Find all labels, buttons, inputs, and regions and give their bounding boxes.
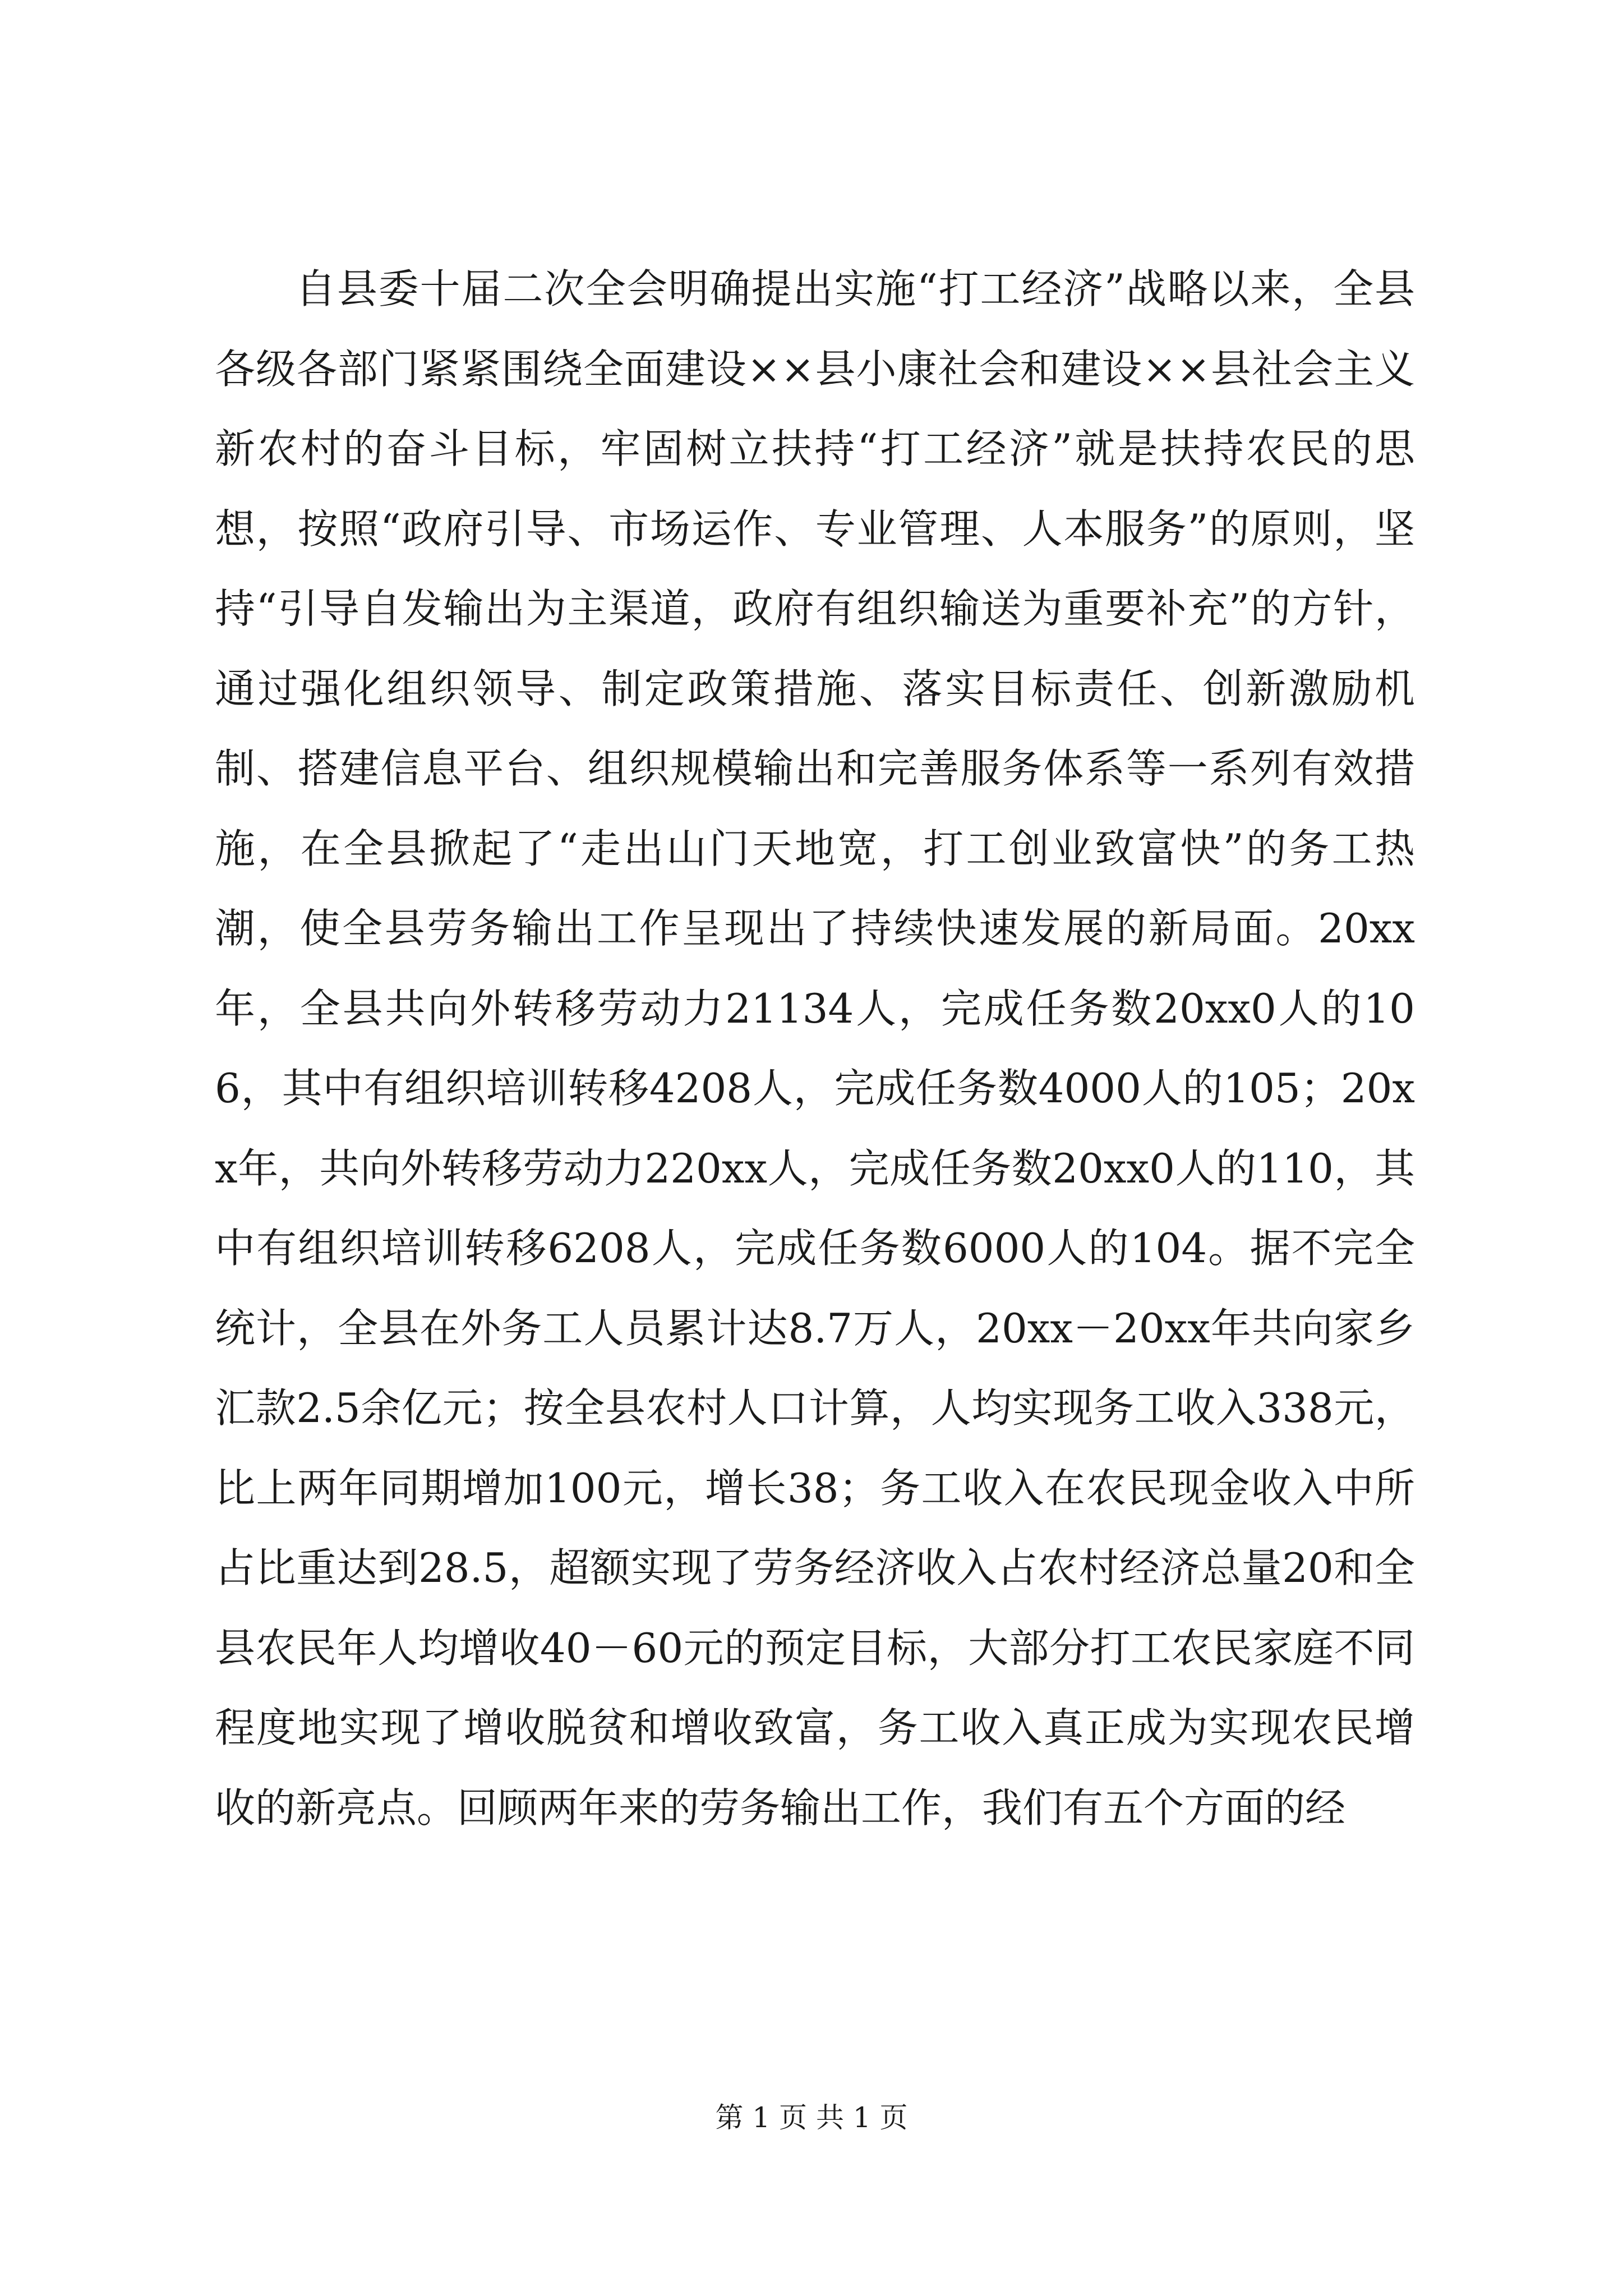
body-paragraph: 自县委十届二次全会明确提出实施“打工经济”战略以来，全县各级各部门紧紧围绕全面建设××县小康社会和建设××县社会主义新农村的奋斗目标，牢固树立扶持“打工经济”就是扶持农民的思想，按照“政府引导、市场运作、专业管理、人本服务”的原则，坚持“引导自发输出为主渠道，政府有组织输送为重要补充”的方针，通过强化组织领导、制定政策措施、落实目标责任、创新激励机制、搭建信息平台、组织规模输出和完善服务体系等一系列有效措施，在全县掀起了“走出山门天地宽，打工创业致富快”的务工热潮，使全县劳务输出工作呈现出了持续快速发展的新局面。20xx年，全县共向外转移劳动力21134人，完成任务数20xx0人的106，其中有组织培训转移4208人，完成任务数4000人的105；20xx年，共向外转移劳动力220xx人，完成任务数20xx0人的110，其中有组织培训转移6208人，完成任务数6000人的104。据不完全统计，全县在外务工人员累计达8.7万人，20xx－20xx年共向家乡汇款2.5余亿元；按全县农村人口计算，人均实现务工收入338元，比上两年同期增加100元，增长38；务工收入在农民现金收入中所占比重达到28.5，超额实现了劳务经济收入占农村经济总量20和全县农民年人均增收40－60元的预定目标，大部分打工农民家庭不同程度地实现了增收脱贫和增收致富，务工收入真正成为实现农民增收的新亮点。回顾两年来的劳务输出工作，我们有五个方面的经 bbox=[215, 265, 1415, 1832]
page-footer: 第 1 页 共 1 页 bbox=[715, 2101, 908, 2134]
